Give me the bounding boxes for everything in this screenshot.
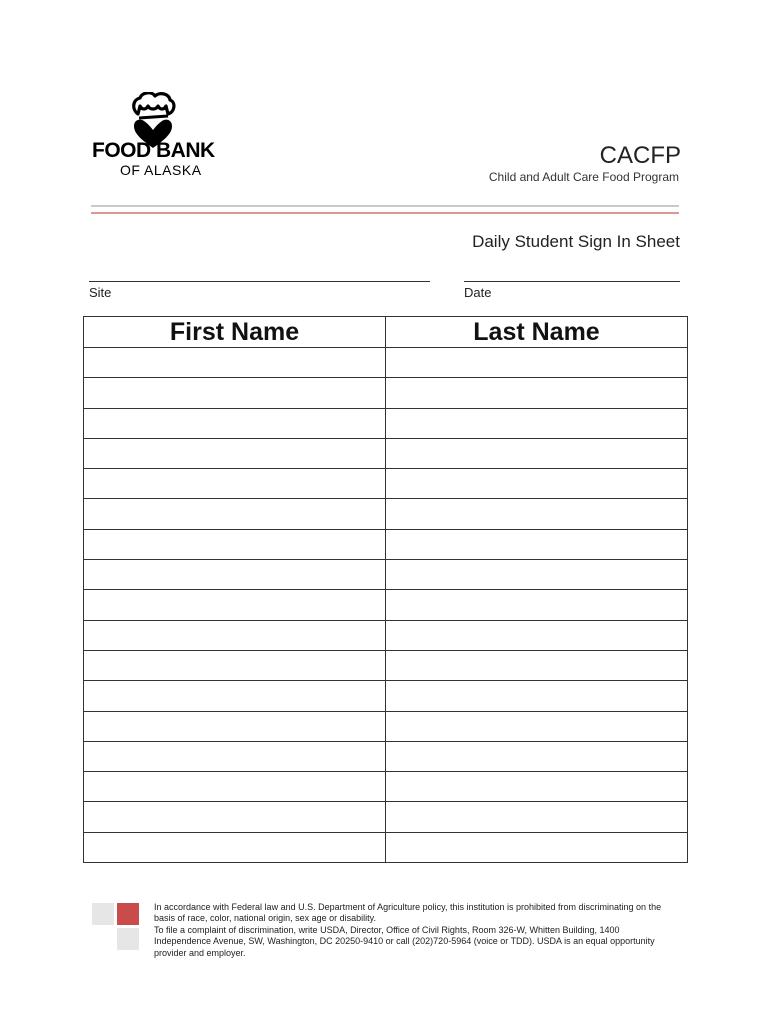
- header-divider-gray: [91, 205, 679, 207]
- program-name: Child and Adult Care Food Program: [488, 170, 679, 184]
- last-name-cell[interactable]: [386, 802, 688, 832]
- last-name-cell[interactable]: [386, 620, 688, 650]
- table-row: [84, 499, 688, 529]
- header-divider-red: [91, 212, 679, 214]
- first-name-cell[interactable]: [84, 378, 386, 408]
- last-name-cell[interactable]: [386, 408, 688, 438]
- last-name-cell[interactable]: [386, 590, 688, 620]
- table-row: [84, 348, 688, 378]
- table-row: [84, 590, 688, 620]
- logo-square-red: [117, 903, 139, 925]
- first-name-cell[interactable]: [84, 560, 386, 590]
- last-name-cell[interactable]: [386, 711, 688, 741]
- first-name-cell[interactable]: [84, 620, 386, 650]
- last-name-cell[interactable]: [386, 469, 688, 499]
- last-name-cell[interactable]: [386, 529, 688, 559]
- date-field-line[interactable]: [464, 281, 680, 282]
- first-name-cell[interactable]: [84, 832, 386, 862]
- table-row: [84, 378, 688, 408]
- usda-squares-logo: [92, 903, 140, 951]
- logo-brand-name: FOOD BANK: [92, 139, 215, 162]
- nondiscrimination-statement: [154, 902, 674, 959]
- last-name-cell[interactable]: [386, 348, 688, 378]
- last-name-cell[interactable]: [386, 741, 688, 771]
- last-name-cell[interactable]: [386, 832, 688, 862]
- first-name-cell[interactable]: [84, 348, 386, 378]
- policy-statement: In accordance with Federal law and U.S. Department of Agriculture policy, this institution is prohibited from discriminating on the basis of race, color, national origin, sex age or disability.: [154, 902, 662, 924]
- table-row: [84, 741, 688, 771]
- table-row: [84, 438, 688, 468]
- table-row: [84, 832, 688, 862]
- logo-brand-subname: OF ALASKA: [120, 162, 202, 178]
- first-name-cell[interactable]: [84, 772, 386, 802]
- logo-square-gray: [92, 903, 114, 925]
- table-row: [84, 469, 688, 499]
- complaint-instructions: To file a complaint of discrimination, write USDA, Director, Office of Civil Rights, Room 326-W, Whitten Building, 1400 Independence Avenue, SW, Washington, DC 20250-9410 or call (202)720-5964 (voice or TDD). USDA is an equal opportunity provider and employer.: [154, 924, 655, 958]
- first-name-cell[interactable]: [84, 681, 386, 711]
- first-name-cell[interactable]: [84, 650, 386, 680]
- first-name-cell[interactable]: [84, 741, 386, 771]
- table-row: [84, 681, 688, 711]
- last-name-header: Last Name: [386, 317, 688, 348]
- program-code: CACFP: [599, 142, 681, 169]
- food-bank-logo: [92, 92, 237, 184]
- last-name-cell[interactable]: [386, 378, 688, 408]
- sheet-title: Daily Student Sign In Sheet: [472, 232, 680, 251]
- table-row: [84, 560, 688, 590]
- last-name-cell[interactable]: [386, 438, 688, 468]
- table-row: [84, 620, 688, 650]
- date-label: Date: [464, 285, 492, 300]
- logo-square-gray: [117, 928, 139, 950]
- first-name-cell[interactable]: [84, 590, 386, 620]
- last-name-cell[interactable]: [386, 772, 688, 802]
- table-row: [84, 711, 688, 741]
- table-row: [84, 529, 688, 559]
- first-name-cell[interactable]: [84, 529, 386, 559]
- table-row: [84, 650, 688, 680]
- first-name-header: First Name: [84, 317, 386, 348]
- site-field-line[interactable]: [89, 281, 430, 282]
- table-header-row: [84, 317, 688, 348]
- first-name-cell[interactable]: [84, 711, 386, 741]
- first-name-cell[interactable]: [84, 438, 386, 468]
- table-row: [84, 408, 688, 438]
- site-label: Site: [89, 285, 112, 300]
- last-name-cell[interactable]: [386, 681, 688, 711]
- table-row: [84, 802, 688, 832]
- last-name-cell[interactable]: [386, 650, 688, 680]
- logo-square-white: [92, 928, 114, 950]
- first-name-cell[interactable]: [84, 408, 386, 438]
- sign-in-table: [83, 316, 688, 863]
- last-name-cell[interactable]: [386, 499, 688, 529]
- first-name-cell[interactable]: [84, 469, 386, 499]
- first-name-cell[interactable]: [84, 499, 386, 529]
- table-row: [84, 772, 688, 802]
- last-name-cell[interactable]: [386, 560, 688, 590]
- sign-in-table-body: [84, 348, 688, 863]
- first-name-cell[interactable]: [84, 802, 386, 832]
